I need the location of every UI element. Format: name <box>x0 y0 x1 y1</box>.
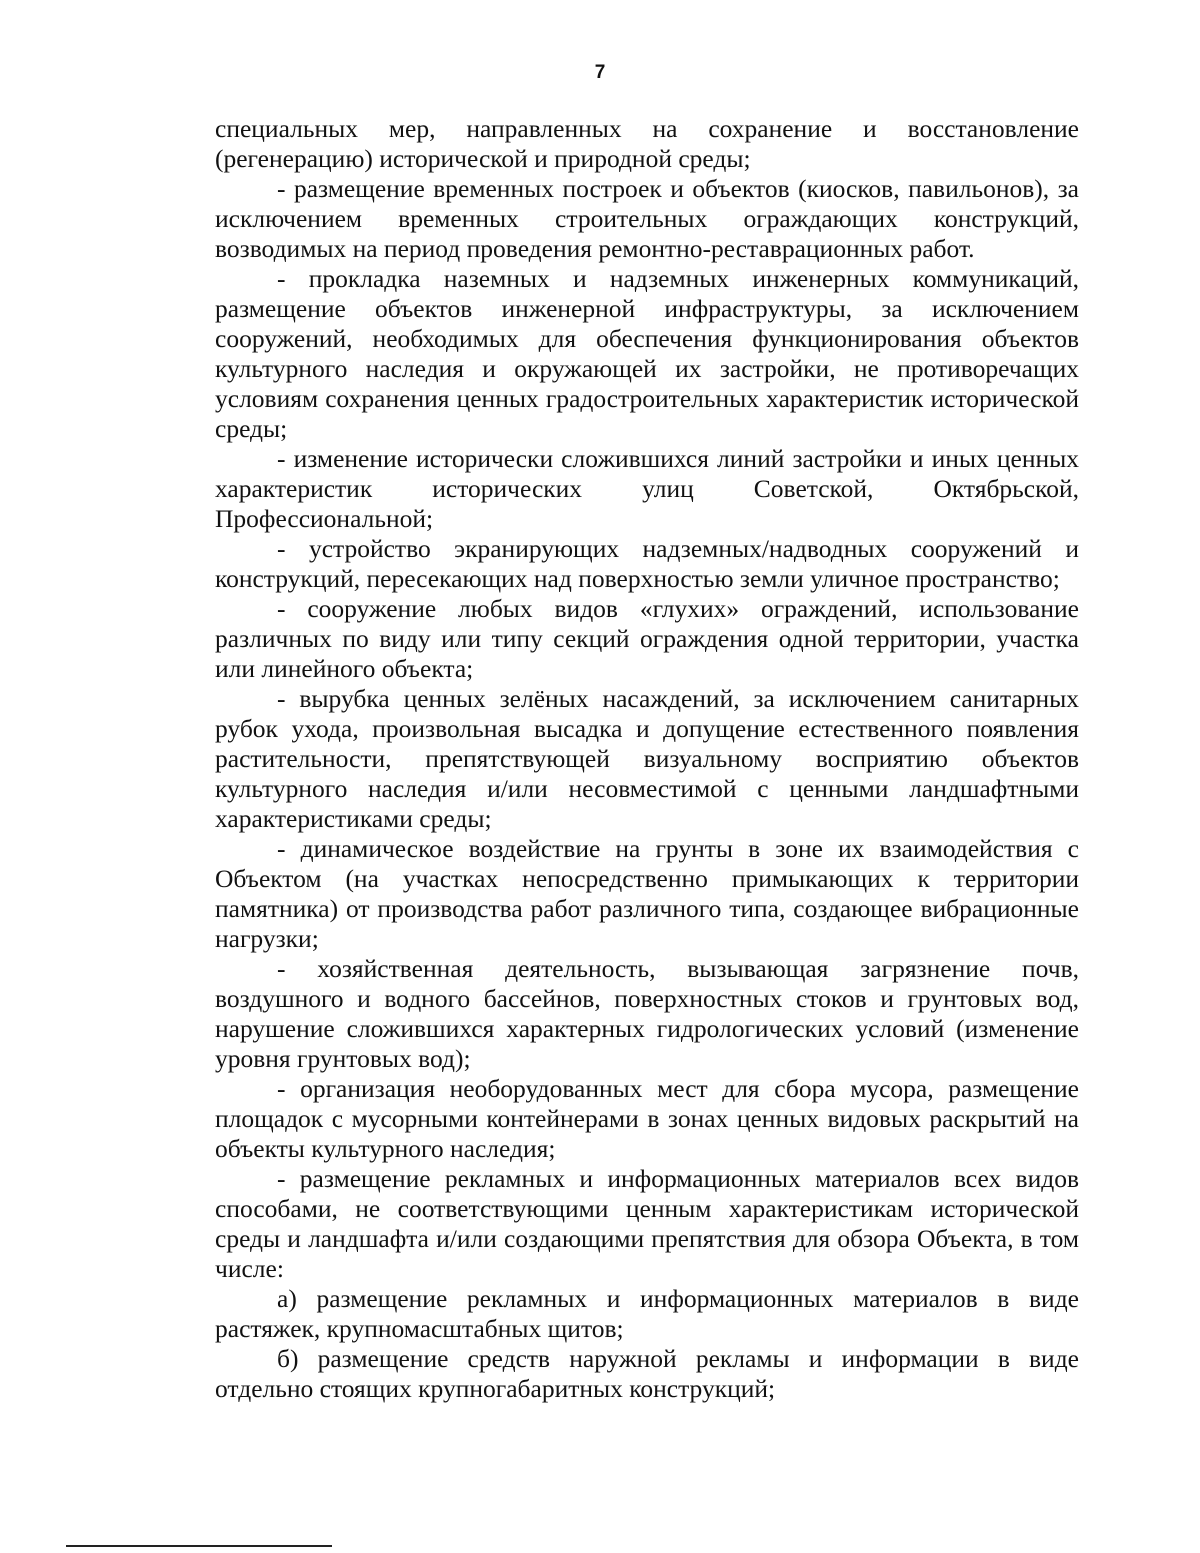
list-item: - организация необорудованных мест для сбора мусора, размещение площадок с мусорными контейнерами в зонах ценных видовых раскрытий на объекты культурного наследия; <box>215 1074 1079 1163</box>
list-item: - размещение временных построек и объектов (киосков, павильонов), за исключением временных строительных ограждающих конструкций, возводимых на период проведения ремонтно-реставрационных работ. <box>215 174 1079 263</box>
sub-item: а) размещение рекламных и информационных материалов в виде растяжек, крупномасштабных щитов; <box>215 1284 1079 1343</box>
list-item: - размещение рекламных и информационных материалов всех видов способами, не соответствующими ценным характеристикам исторической среды и ландшафта и/или создающими препятствия для обзора Объекта, в том числе: <box>215 1164 1079 1283</box>
page-number: 7 <box>594 62 606 83</box>
list-item: - динамическое воздействие на грунты в зоне их взаимодействия с Объектом (на участках непосредственно примыкающих к территории памятника) от производства работ различного типа, создающее вибрационные нагрузки; <box>215 834 1079 953</box>
list-item: - устройство экранирующих надземных/надводных сооружений и конструкций, пересекающих над поверхностью земли уличное пространство; <box>215 534 1079 593</box>
footnote-separator <box>66 1545 332 1547</box>
list-item: - хозяйственная деятельность, вызывающая загрязнение почв, воздушного и водного бассейнов, поверхностных стоков и грунтовых вод, нарушение сложившихся характерных гидрологических условий (изменение уровня грунтовых вод); <box>215 954 1079 1073</box>
list-item: - сооружение любых видов «глухих» ограждений, использование различных по виду или типу секций ограждения одной территории, участка или линейного объекта; <box>215 594 1079 683</box>
paragraph-continuation: специальных мер, направленных на сохранение и восстановление (регенерацию) исторической и природной среды; <box>215 114 1079 173</box>
list-item: - изменение исторически сложившихся линий застройки и иных ценных характеристик исторических улиц Советской, Октябрьской, Профессиональной; <box>215 444 1079 533</box>
document-body <box>215 114 1079 1404</box>
list-item: - прокладка наземных и надземных инженерных коммуникаций, размещение объектов инженерной инфраструктуры, за исключением сооружений, необходимых для обеспечения функционирования объектов культурного наследия и окружающей их застройки, не противоречащих условиям сохранения ценных градостроительных характеристик исторической среды; <box>215 264 1079 443</box>
list-item: - вырубка ценных зелёных насаждений, за исключением санитарных рубок ухода, произвольная высадка и допущение естественного появления растительности, препятствующей визуальному восприятию объектов культурного наследия и/или несовместимой с ценными ландшафтными характеристиками среды; <box>215 684 1079 833</box>
sub-item: б) размещение средств наружной рекламы и информации в виде отдельно стоящих крупногабаритных конструкций; <box>215 1344 1079 1403</box>
